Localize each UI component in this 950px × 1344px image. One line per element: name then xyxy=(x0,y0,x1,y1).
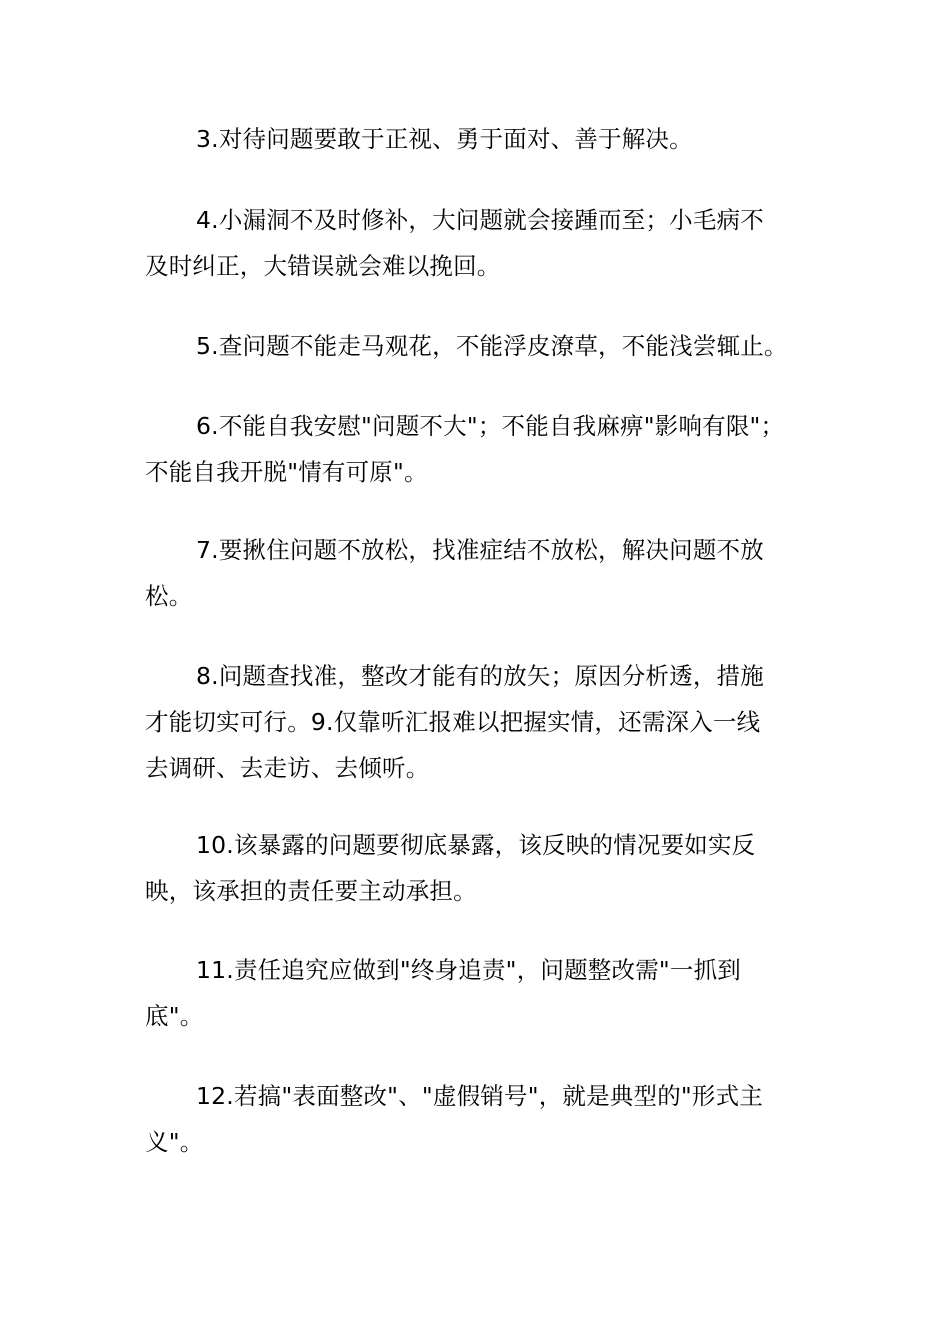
paragraph-line: 及时纠正，大错误就会难以挽回。 xyxy=(145,252,501,280)
paragraph-line: 11.责任追究应做到"终身追责"，问题整改需"一抓到 xyxy=(196,956,741,984)
paragraph-line: 松。 xyxy=(145,582,193,610)
paragraph-line: 12.若搞"表面整改"、"虚假销号"，就是典型的"形式主 xyxy=(196,1082,764,1110)
paragraph-11 xyxy=(145,947,835,1039)
paragraph-10 xyxy=(145,822,835,914)
paragraph-3 xyxy=(145,116,835,162)
paragraph-line: 5.查问题不能走马观花，不能浮皮潦草，不能浅尝辄止。 xyxy=(196,332,788,360)
paragraph-4 xyxy=(145,197,835,289)
paragraph-7 xyxy=(145,527,835,619)
paragraph-6 xyxy=(145,403,835,495)
paragraph-line: 10.该暴露的问题要彻底暴露，该反映的情况要如实反 xyxy=(196,831,756,859)
paragraph-line: 6.不能自我安慰"问题不大"；不能自我麻痹"影响有限"； xyxy=(196,412,785,440)
paragraph-line: 义"。 xyxy=(145,1128,204,1156)
paragraph-12 xyxy=(145,1073,835,1165)
paragraph-line: 7.要揪住问题不放松，找准症结不放松，解决问题不放 xyxy=(196,536,764,564)
paragraph-line: 4.小漏洞不及时修补，大问题就会接踵而至；小毛病不 xyxy=(196,206,764,234)
paragraph-line: 8.问题查找准，整改才能有的放矢；原因分析透，措施 xyxy=(196,662,764,690)
paragraph-line: 去调研、去走访、去倾听。 xyxy=(145,754,430,782)
paragraph-line: 才能切实可行。9.仅靠听汇报难以把握实情，还需深入一线 xyxy=(145,708,761,736)
paragraph-line: 不能自我开脱"情有可原"。 xyxy=(145,458,428,486)
paragraph-line: 3.对待问题要敢于正视、勇于面对、善于解决。 xyxy=(196,125,693,153)
paragraph-5 xyxy=(145,323,835,369)
paragraph-8-9 xyxy=(145,653,835,791)
paragraph-line: 底"。 xyxy=(145,1002,204,1030)
paragraph-line: 映，该承担的责任要主动承担。 xyxy=(145,877,477,905)
